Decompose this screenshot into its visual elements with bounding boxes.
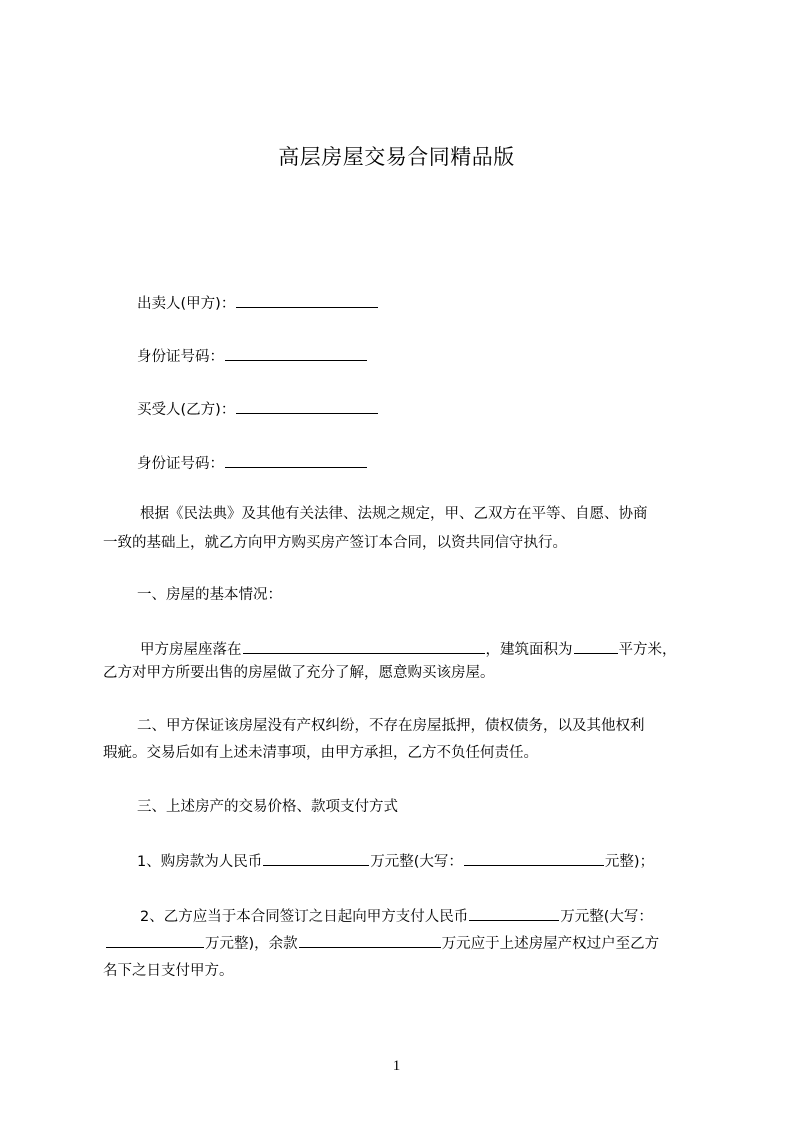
- section-1-line-2: 乙方对甲方所要出售的房屋做了充分了解，愿意购买该房屋。: [103, 665, 495, 681]
- section-3-heading: 三、上述房产的交易价格、款项支付方式: [137, 799, 398, 815]
- section-2-line-2: 瑕疵。交易后如有上述未清事项，由甲方承担，乙方不负任何责任。: [103, 745, 538, 761]
- buyer-id-blank: [225, 452, 367, 468]
- price-blank: [263, 850, 369, 866]
- price-unit: 万元整(大写：: [370, 854, 463, 870]
- section-2-line-1: 二、甲方保证该房屋没有产权纠纷，不存在房屋抵押，债权债务，以及其他权利: [137, 718, 645, 734]
- deposit-unit: 万元整(大写：: [560, 909, 653, 925]
- buyer-label: 买受人(乙方)：: [137, 402, 236, 418]
- balance-blank: [299, 932, 441, 948]
- seller-id-blank: [225, 345, 367, 361]
- balance-label: 万元整)，余款: [205, 936, 298, 952]
- seller-id-line: [137, 345, 368, 367]
- preamble-line-1: 根据《民法典》及其他有关法律、法规之规定，甲、乙双方在平等、自愿、协商: [140, 506, 648, 522]
- buyer-blank: [236, 398, 378, 414]
- buyer-id-line: [137, 452, 368, 474]
- price-words-unit: 元整)；: [604, 854, 655, 870]
- deposit-blank: [469, 905, 559, 921]
- document-title: 高层房屋交易合同精品版: [278, 145, 515, 169]
- seller-line: [137, 292, 379, 314]
- seller-id-label: 身份证号码：: [137, 349, 224, 365]
- price-label: 1、购房款为人民币: [137, 854, 263, 870]
- location-blank: [243, 638, 485, 654]
- buyer-line: [137, 398, 379, 420]
- balance-unit: 万元应于上述房屋产权过户至乙方: [441, 936, 660, 952]
- area-unit: 平方米，: [618, 642, 677, 658]
- page-number: 1: [392, 1058, 401, 1074]
- deposit-label: 2、乙方应当于本合同签订之日起向甲方支付人民币: [140, 909, 469, 925]
- section-3-item-1: [137, 850, 654, 872]
- section-1-heading: 一、房屋的基本情况：: [137, 587, 282, 603]
- buyer-id-label: 身份证号码：: [137, 456, 224, 472]
- deposit-words-blank: [106, 932, 204, 948]
- seller-label: 出卖人(甲方)：: [137, 296, 236, 312]
- seller-blank: [236, 292, 378, 308]
- area-blank: [574, 638, 618, 654]
- section-1-line-1: [140, 638, 677, 660]
- area-label: ，建筑面积为: [485, 642, 573, 658]
- section-3-item-2-line-2: [105, 932, 659, 954]
- section-3-item-2-line-3: 名下之日支付甲方。: [103, 963, 234, 979]
- price-words-blank: [464, 850, 604, 866]
- preamble-line-2: 一致的基础上，就乙方向甲方购买房产签订本合同，以资共同信守执行。: [103, 535, 567, 551]
- location-label: 甲方房屋座落在: [140, 642, 242, 658]
- section-3-item-2-line-1: [140, 905, 653, 927]
